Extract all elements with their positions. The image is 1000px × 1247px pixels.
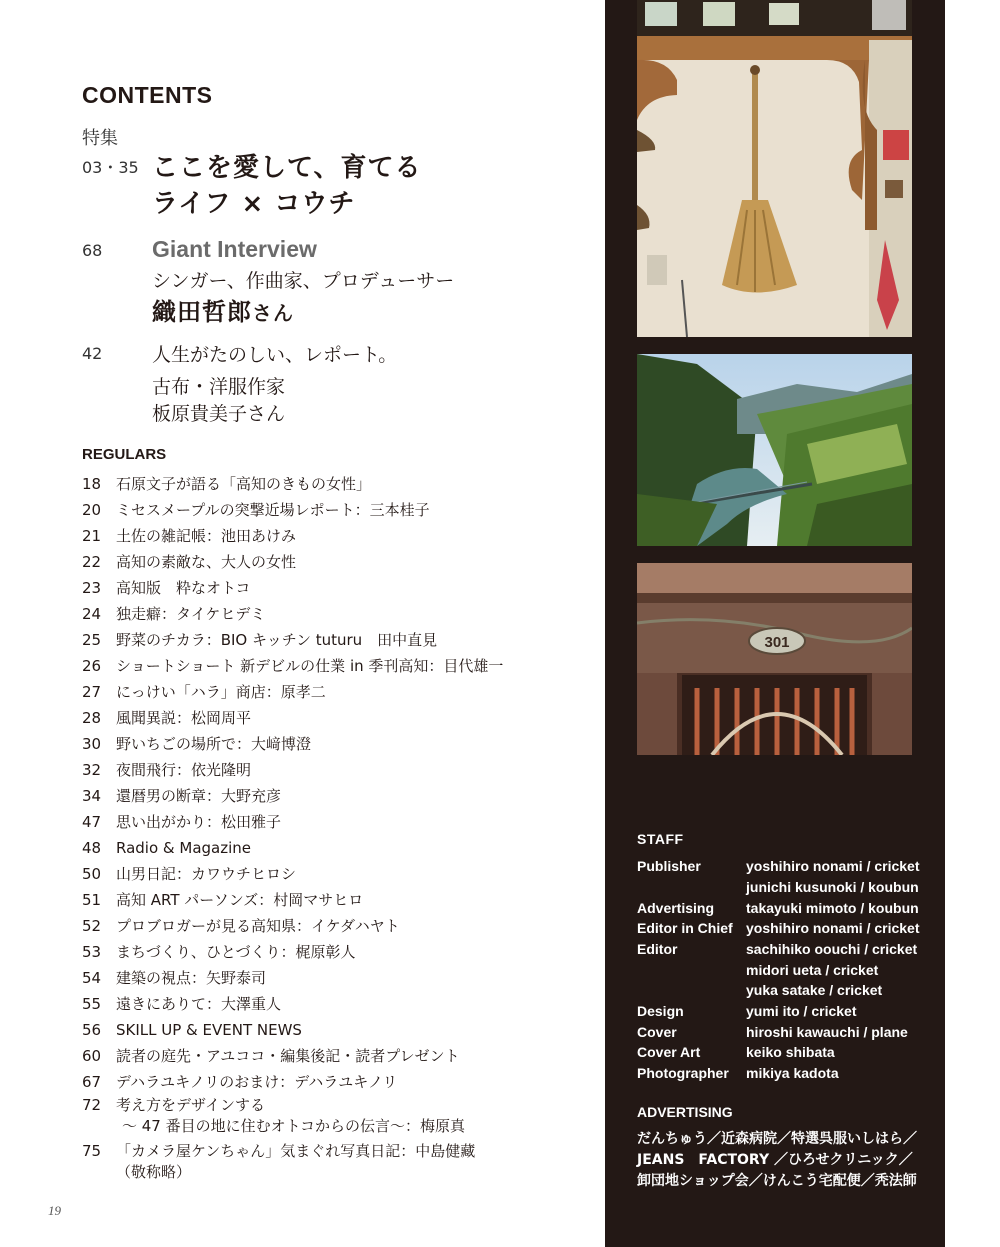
staff-role-label: Design <box>637 1003 684 1019</box>
regular-item[interactable] <box>82 1043 503 1069</box>
advertising-list <box>637 1129 937 1192</box>
interview-subtitle: シンガー、作曲家、プロデューサー <box>152 270 455 292</box>
regular-item[interactable] <box>82 1017 503 1043</box>
regular-item[interactable] <box>82 471 503 497</box>
regular-item-title: 還暦男の断章：大野充彦 <box>116 787 282 805</box>
regular-item-number: 25 <box>82 631 102 649</box>
staff-role-label: Publisher <box>637 858 701 874</box>
staff-title: STAFF <box>637 831 684 847</box>
feature-label: 特集 <box>82 128 118 149</box>
regular-item-title: 山男日記：カワウチヒロシ <box>116 865 297 883</box>
staff-role-label: Cover Art <box>637 1044 701 1060</box>
regular-item-number: 26 <box>82 657 102 675</box>
staff-role-label: Editor in Chief <box>637 920 733 936</box>
advertising-line: JEANS FACTORY ／ひろせクリニック／ <box>637 1152 913 1168</box>
regular-item[interactable] <box>82 809 503 835</box>
staff-name: mikiya kadota <box>746 1065 839 1081</box>
regular-item-title: ショートショート 新デビルの仕業 in 季刊高知：目代雄一 <box>116 657 504 675</box>
regular-item-title: 思い出がかり：松田雅子 <box>116 813 282 831</box>
regular-item[interactable] <box>82 887 503 913</box>
staff-name: yoshihiro nonami / cricket <box>746 920 920 936</box>
regular-item-number: 53 <box>82 943 102 961</box>
regular-item[interactable] <box>82 679 503 705</box>
regular-item-number: 18 <box>82 475 102 493</box>
staff-name: sachihiko oouchi / cricket <box>746 941 918 957</box>
interview-honorific: さん <box>252 301 294 325</box>
regular-item[interactable] <box>82 783 503 809</box>
rusty-door-photo <box>637 563 912 755</box>
regular-item[interactable] <box>82 965 503 991</box>
regular-item-number: 75 <box>82 1142 102 1160</box>
regular-item[interactable] <box>82 575 503 601</box>
rusty-door-illustration <box>637 563 912 755</box>
regular-item-title: プロブロガーが見る高知県：イケダハヤト <box>116 917 400 935</box>
regular-item-number: 30 <box>82 735 102 753</box>
regular-item-number: 60 <box>82 1047 102 1065</box>
photo-plate-number: 301 <box>764 634 790 651</box>
regular-item[interactable] <box>82 1069 503 1095</box>
report-name: 板原貴美子さん <box>152 403 286 425</box>
regular-item-number: 24 <box>82 605 102 623</box>
contents-title: CONTENTS <box>82 82 213 108</box>
regulars-title: REGULARS <box>82 446 167 463</box>
regular-item-number: 28 <box>82 709 102 727</box>
regular-item-line2: ～ 47 番目の地に住むオトコからの伝言～：梅原真 <box>122 1117 466 1135</box>
valley-illustration <box>637 354 912 546</box>
regular-item-title: 土佐の雑記帳：池田あけみ <box>116 527 297 545</box>
page-number: 19 <box>48 1203 61 1218</box>
staff-name: yoshihiro nonami / cricket <box>746 858 920 874</box>
regular-item-title: 高知 ART パーソンズ：村岡マサヒロ <box>116 891 364 909</box>
staff-name: yumi ito / cricket <box>746 1003 857 1019</box>
regular-item[interactable] <box>82 913 503 939</box>
staff-role-label: Cover <box>637 1024 677 1040</box>
regular-item-line1: 考え方をデザインする <box>116 1096 265 1114</box>
staff-role-label: Photographer <box>637 1065 729 1081</box>
regular-item-number: 47 <box>82 813 102 831</box>
interview-title[interactable]: Giant Interview <box>152 236 317 262</box>
feature-page-number: 03・35 <box>82 158 139 177</box>
regular-item-number: 51 <box>82 891 102 909</box>
regular-item-72[interactable] <box>82 1095 503 1141</box>
staff-name: junichi kusunoki / koubun <box>746 878 919 895</box>
advertising-line: 卸団地ショップ会／けんこう宅配便／秃法師 <box>637 1173 917 1189</box>
regular-item-title: 独走癖：タイケヒデミ <box>116 605 266 623</box>
regular-item-number: 72 <box>82 1096 102 1114</box>
staff-name: midori ueta / cricket <box>746 961 879 978</box>
regular-item-title: 野菜のチカラ：BIO キッチン tuturu 田中直見 <box>116 631 438 649</box>
regular-item-title: まちづくり、ひとづくり：梶原彰人 <box>116 943 356 961</box>
regular-item-number: 20 <box>82 501 102 519</box>
regular-item-title: 建築の視点：矢野泰司 <box>116 969 267 987</box>
broom-illustration <box>637 0 912 337</box>
advertising-title: ADVERTISING <box>637 1104 733 1120</box>
regular-item-number: 54 <box>82 969 102 987</box>
regular-item-number: 56 <box>82 1021 102 1039</box>
regular-item[interactable] <box>82 757 503 783</box>
staff-name: hiroshi kawauchi / plane <box>746 1024 908 1040</box>
regular-item-title: 読者の庭先・アユココ・編集後記・読者プレゼント <box>116 1047 460 1065</box>
regular-item-title: Radio & Magazine <box>116 839 252 857</box>
broom-photo <box>637 0 912 337</box>
regular-item-title: 野いちごの場所で：大﨑博澄 <box>116 735 312 753</box>
regular-item[interactable] <box>82 861 503 887</box>
advertising-line: だんちゅう／近森病院／特選呉服いしはら／ <box>637 1131 917 1147</box>
staff-role-label: Editor <box>637 941 678 957</box>
regulars-list <box>82 471 503 1187</box>
regular-item[interactable] <box>82 705 503 731</box>
regular-item-number: 23 <box>82 579 102 597</box>
report-role: 古布・洋服作家 <box>152 376 286 398</box>
regular-item-title: 高知の素敵な、大人の女性 <box>116 553 297 571</box>
regular-item-number: 34 <box>82 787 102 805</box>
regular-item-number: 48 <box>82 839 102 857</box>
regular-item[interactable] <box>82 497 503 523</box>
feature-title-line1[interactable]: ここを愛して、育てる <box>152 153 422 183</box>
regular-item-number: 55 <box>82 995 102 1013</box>
regular-item-line1: 「カメラ屋ケンちゃん」気まぐれ写真日記：中島健藏 <box>116 1142 476 1160</box>
regular-item[interactable] <box>82 627 503 653</box>
regular-item[interactable] <box>82 653 503 679</box>
staff-name: keiko shibata <box>746 1044 835 1060</box>
interview-name-text: 織田哲郎 <box>152 298 252 326</box>
regular-item-number: 32 <box>82 761 102 779</box>
regular-item-title: にっけい「ハラ」商店：原孝二 <box>116 683 326 701</box>
staff-name: takayuki mimoto / koubun <box>746 900 919 916</box>
regular-item[interactable] <box>82 939 503 965</box>
regular-item[interactable] <box>82 601 503 627</box>
regular-item-line2: （敬称略） <box>116 1163 192 1181</box>
regular-item-title: デハラユキノリのおまけ：デハラユキノリ <box>116 1073 398 1091</box>
regular-item-number: 27 <box>82 683 102 701</box>
regular-item[interactable] <box>82 991 503 1017</box>
regular-item-title: 遠きにありて：大澤重人 <box>116 995 282 1013</box>
regular-item-title: 石原文子が語る「高知のきもの女性」 <box>116 475 372 493</box>
regular-item[interactable] <box>82 549 503 575</box>
regular-item-number: 22 <box>82 553 102 571</box>
regular-item-number: 67 <box>82 1073 102 1091</box>
regular-item[interactable] <box>82 835 503 861</box>
regular-item-number: 50 <box>82 865 102 883</box>
regular-item[interactable] <box>82 731 503 757</box>
regular-item-number: 52 <box>82 917 102 935</box>
staff-name: yuka satake / cricket <box>746 982 883 998</box>
regular-item-title: ミセスメープルの突撃近場レポート：三本桂子 <box>116 501 430 519</box>
regular-item-title: 高知版 粋なオトコ <box>116 579 251 597</box>
interview-page-number: 68 <box>82 241 103 260</box>
regular-item[interactable] <box>82 523 503 549</box>
valley-photo <box>637 354 912 546</box>
feature-title-line2[interactable]: ライフ × コウチ <box>152 189 356 219</box>
staff-role-label: Advertising <box>637 900 715 916</box>
report-page-number: 42 <box>82 344 103 363</box>
report-title[interactable]: 人生がたのしい、レポート。 <box>152 344 398 366</box>
regular-item-title: 風聞異説：松岡周平 <box>116 709 252 727</box>
regular-item-75[interactable] <box>82 1141 503 1187</box>
regular-item-number: 21 <box>82 527 102 545</box>
regular-item-title: SKILL UP & EVENT NEWS <box>116 1021 302 1039</box>
interview-name[interactable] <box>152 292 294 327</box>
regular-item-title: 夜間飛行：依光隆明 <box>116 761 252 779</box>
